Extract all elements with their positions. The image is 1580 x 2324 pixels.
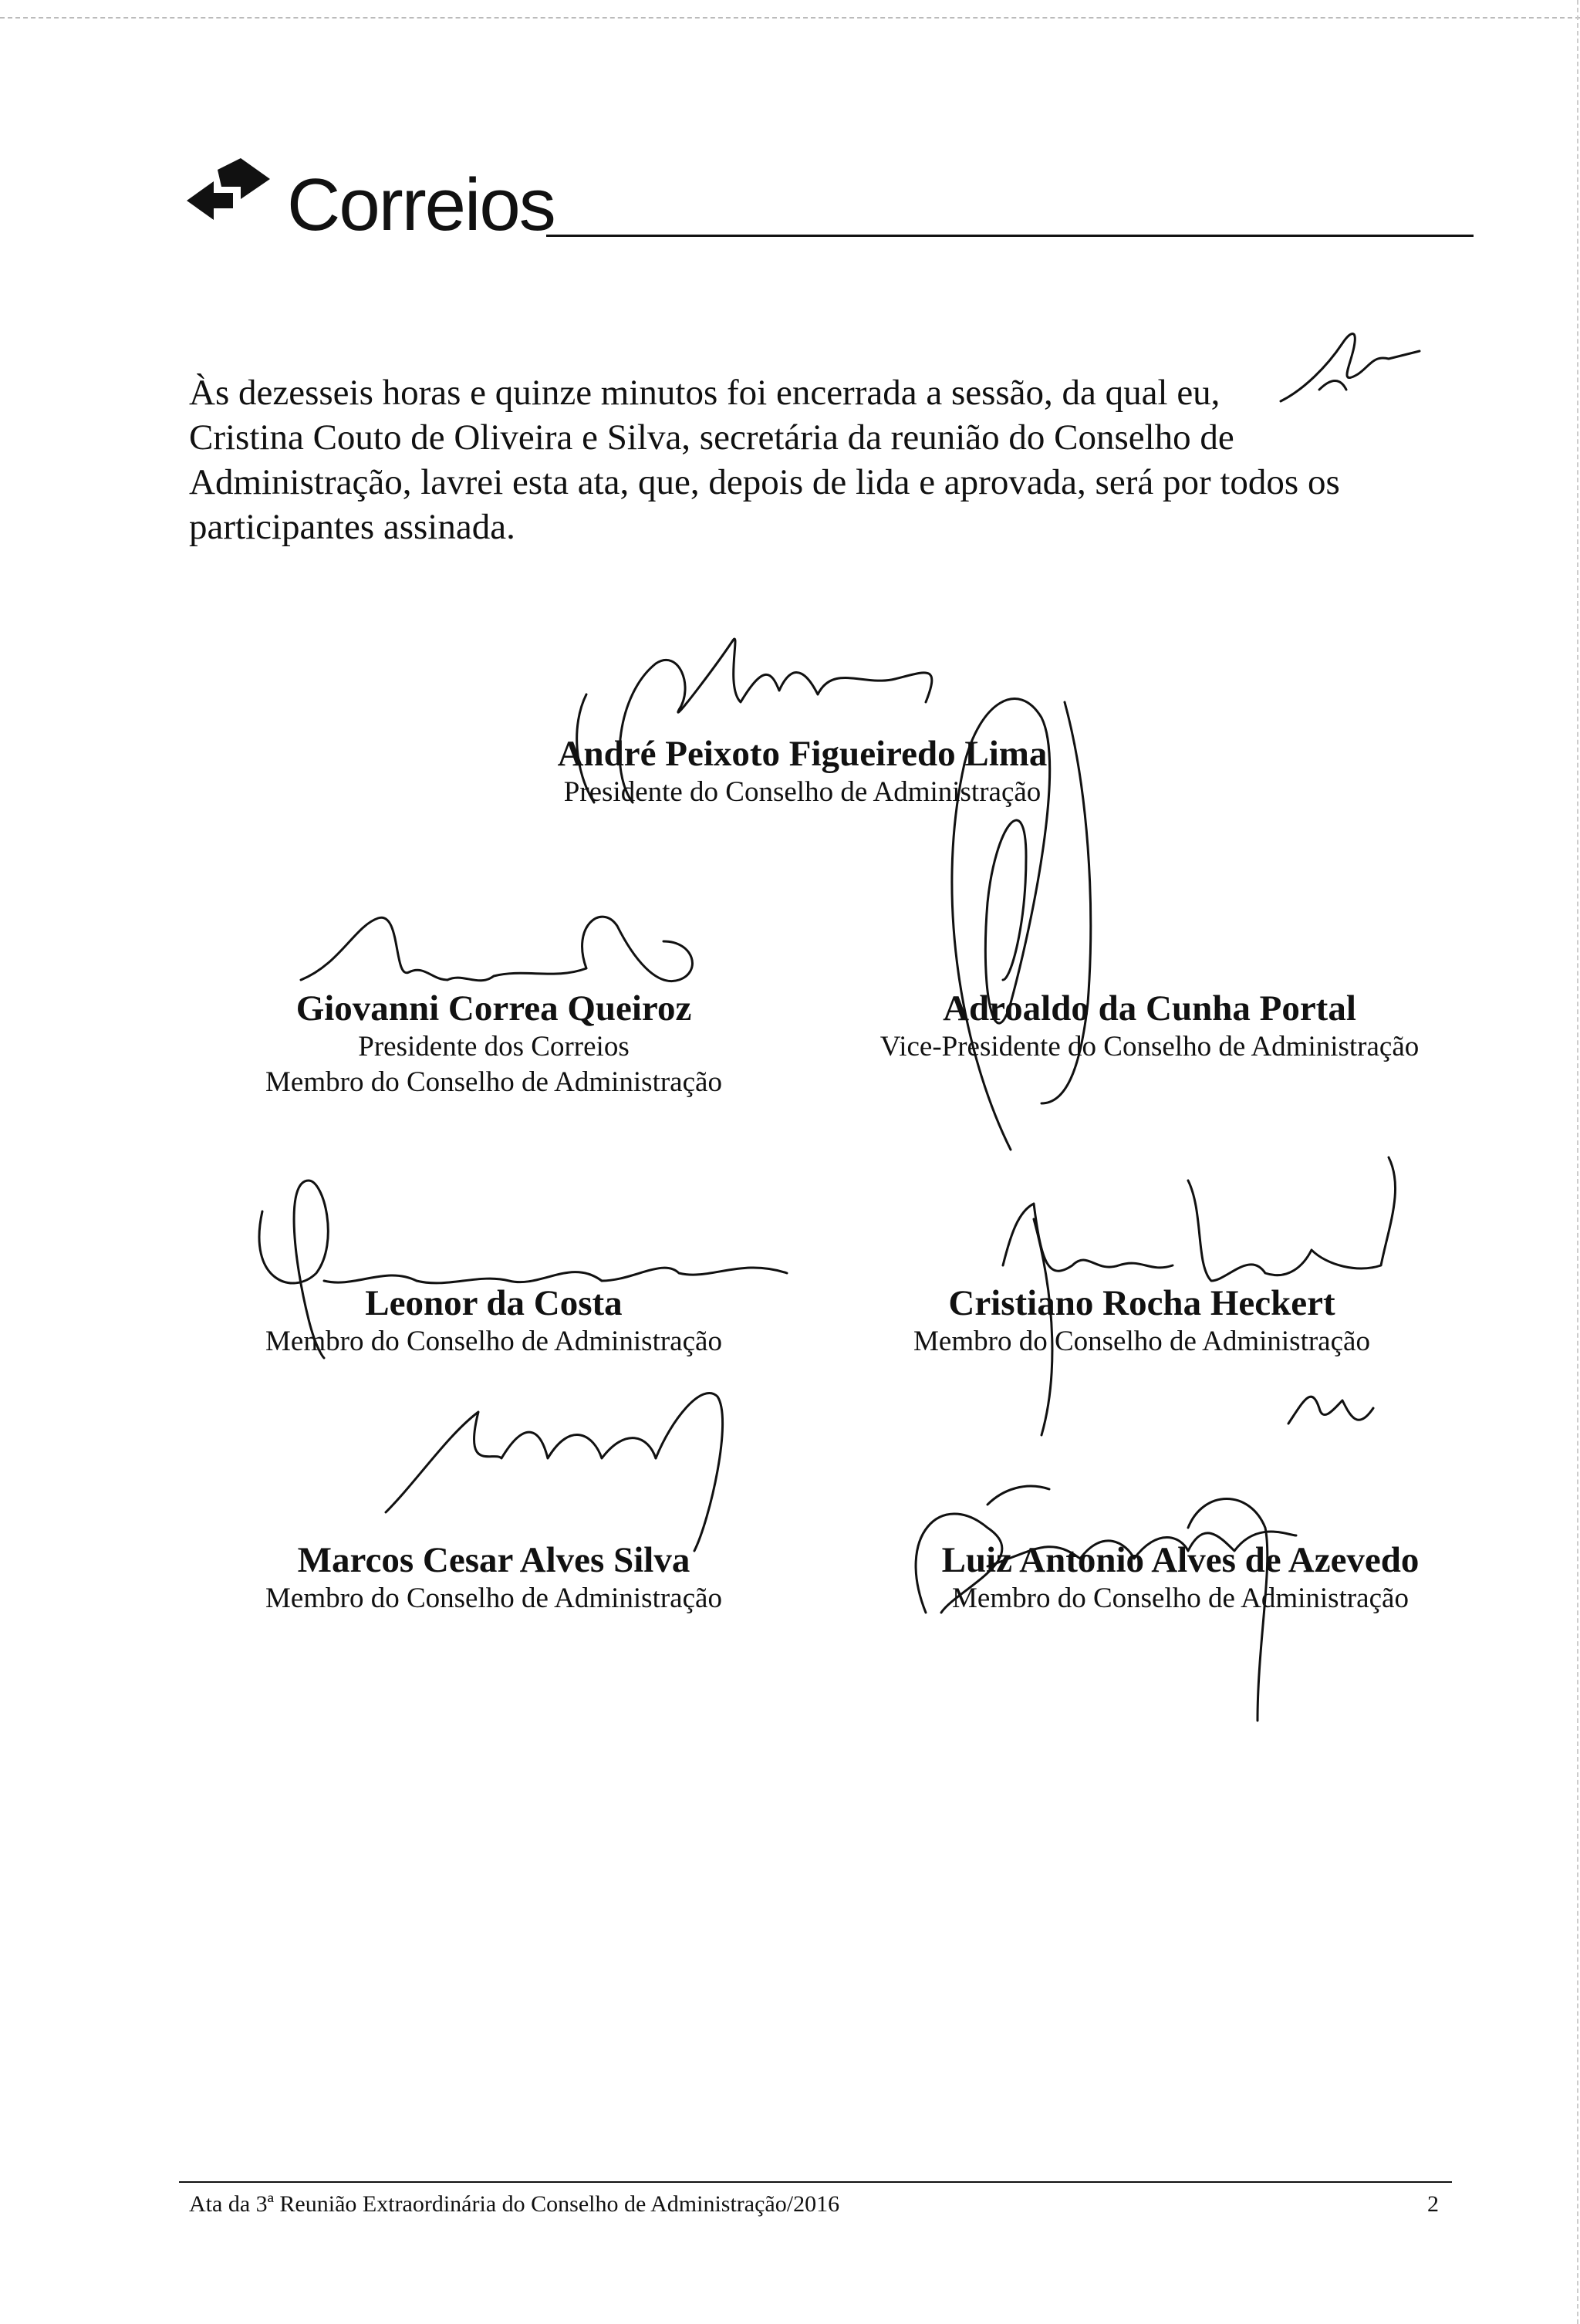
- secretary-signature: [1273, 312, 1427, 413]
- signatory-role: Membro do Conselho de Administração: [265, 1326, 722, 1357]
- page-number: 2: [1427, 2191, 1439, 2217]
- signatory-name: Leonor da Costa: [365, 1283, 623, 1323]
- signature-block-adroaldo: [856, 988, 1443, 1065]
- correios-logo-icon: [179, 154, 279, 231]
- logo-wordmark: Correios: [287, 164, 555, 246]
- signatory-role: Membro do Conselho de Administração: [265, 1066, 722, 1098]
- signatory-name: Marcos Cesar Alves Silva: [297, 1540, 690, 1580]
- signatory-role: Membro do Conselho de Administração: [952, 1583, 1409, 1614]
- signatory-role: Membro do Conselho de Administração: [913, 1326, 1370, 1357]
- signature-luiz: [895, 1412, 1373, 1736]
- signatory-role: Presidente do Conselho de Administração: [563, 776, 1042, 808]
- closing-paragraph: [189, 370, 1442, 549]
- header-rule: [546, 235, 1474, 237]
- footer-rule: [179, 2181, 1452, 2183]
- footer-title: Ata da 3ª Reunião Extraordinária do Conselho de Administração/2016: [189, 2191, 840, 2217]
- signature-giovanni: [293, 895, 756, 1049]
- paragraph-line: Administração, lavrei esta ata, que, depois de lida e aprovada, será por todos os: [189, 462, 1340, 502]
- paragraph-line: participantes assinada.: [189, 507, 515, 547]
- signatory-role: Vice-Presidente do Conselho de Administração: [879, 1031, 1420, 1062]
- paragraph-line: Cristina Couto de Oliveira e Silva, secretária da reunião do Conselho de: [189, 417, 1234, 458]
- signature-andre: [540, 617, 972, 818]
- signatory-name: Luiz Antonio Alves de Azevedo: [941, 1540, 1420, 1580]
- scan-right-edge: [1577, 0, 1578, 2324]
- signatory-name: André Peixoto Figueiredo Lima: [557, 734, 1048, 774]
- signatory-role: Presidente dos Correios: [358, 1031, 630, 1062]
- signatory-name: Adroaldo da Cunha Portal: [943, 988, 1356, 1029]
- correios-logo: [179, 154, 580, 246]
- signatory-role: Membro do Conselho de Administração: [265, 1583, 722, 1614]
- signatory-name: Cristiano Rocha Heckert: [948, 1283, 1335, 1323]
- signatory-name: Giovanni Correa Queiroz: [295, 988, 692, 1029]
- paragraph-line: Às dezesseis horas e quinze minutos foi encerrada a sessão, da qual eu,: [189, 373, 1220, 413]
- scan-top-edge: [0, 17, 1580, 19]
- signature-marcos: [370, 1373, 741, 1589]
- signature-leonor: [247, 1165, 818, 1366]
- signature-adroaldo: [910, 671, 1111, 1165]
